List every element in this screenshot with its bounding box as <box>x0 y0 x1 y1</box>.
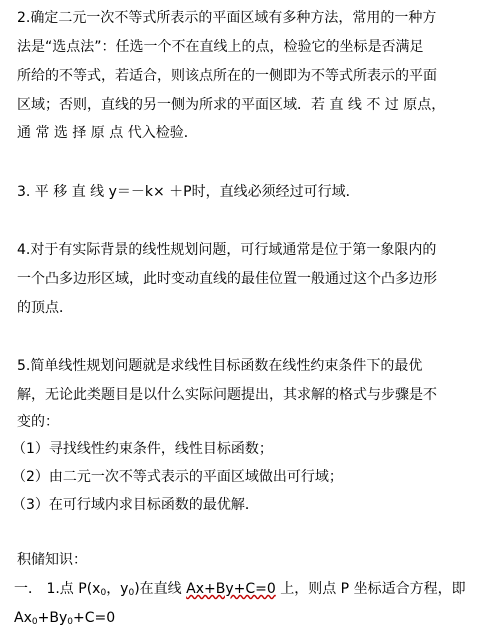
item2-line5: 通 常 选 择 原 点 代入检验． <box>17 125 198 141</box>
item4-line2: 一个凸多边形区域，此时变动直线的最佳位置一般通过这个凸多边形 <box>17 271 437 287</box>
item5-line3: 变的： <box>17 414 59 430</box>
item5-step1: （1）寻找线性约束条件，线性目标函数； <box>12 441 273 457</box>
item2-line2: 法是“选点法”：任选一个不在直线上的点，检验它的坐标是否满足 <box>17 39 424 55</box>
item5-line1: 5.简单线性规划问题就是求线性目标函数在线性约束条件下的最优 <box>17 358 423 374</box>
eq-subscript-y: 0 <box>67 617 73 627</box>
point1-mid: )在直线 <box>134 581 187 597</box>
point1-subscript-x: 0 <box>100 588 107 598</box>
eq-b: +By <box>37 610 68 626</box>
item2-line1: 2.确定二元一次不等式所表示的平面区域有多种方法，常用的一种方 <box>17 10 437 26</box>
point1-prefix: 一． 1.点 P(x <box>14 581 101 597</box>
eq-c: +C=0 <box>72 610 116 626</box>
item5-line2: 解，无论此类题目是以什么实际问题提出，其求解的格式与步骤是不 <box>17 387 437 403</box>
knowledge-point1 <box>14 578 466 600</box>
line-equation: Ax+By+C=0 <box>186 581 276 597</box>
point1-comma: ，y <box>106 581 129 597</box>
item2-line3: 所给的不等式，若适合，则该点所在的一侧即为不等式所表示的平面 <box>17 68 437 84</box>
eq-subscript-x: 0 <box>31 617 38 627</box>
item5-step2: （2）由二元一次不等式表示的平面区域做出可行域； <box>12 469 343 485</box>
item5-step3: （3）在可行域内求目标函数的最优解． <box>12 497 259 513</box>
item3-line1: 3. 平 移 直 线 y＝－k× ＋P时，直线必须经过可行域． <box>17 184 360 200</box>
knowledge-equation <box>14 607 115 629</box>
point1-suffix: 上，则点 P 坐标适合方程，即 <box>275 581 466 597</box>
point1-subscript-y: 0 <box>128 588 135 598</box>
eq-a: Ax <box>14 610 32 626</box>
knowledge-heading: 积储知识： <box>17 552 87 568</box>
item4-line1: 4.对于有实际背景的线性规划问题，可行域通常是位于第一象限内的 <box>17 242 437 258</box>
item2-line4: 区域；否则，直线的另一侧为所求的平面区域．若 直 线 不 过 原点， <box>17 97 446 113</box>
item4-line3: 的顶点． <box>17 300 73 316</box>
